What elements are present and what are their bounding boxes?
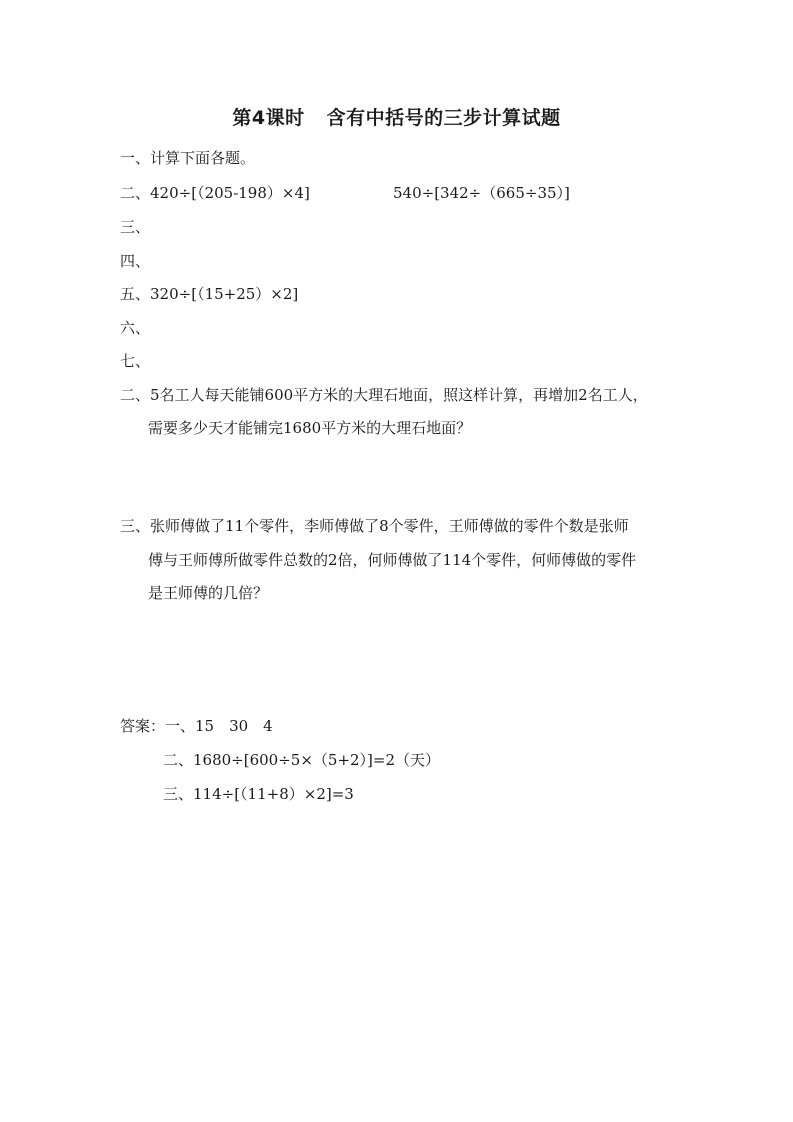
section1-heading: 一、计算下面各题。 bbox=[120, 149, 256, 167]
calc-line-label: 二、 bbox=[120, 184, 151, 202]
calc-line-label: 七、 bbox=[120, 352, 151, 370]
answer-line3: 三、114÷[（11+8）×2]=3 bbox=[163, 785, 354, 803]
calc-line-label: 六、 bbox=[120, 319, 151, 337]
calc-expression: 420÷[（205-198）×4] bbox=[150, 184, 310, 202]
calc-line-2 bbox=[120, 183, 310, 203]
lesson-topic: 含有中括号的三步计算试题 bbox=[326, 107, 561, 129]
calc-line-6 bbox=[120, 318, 150, 338]
calc-line-3 bbox=[120, 217, 150, 237]
problem3-line1: 三、张师傅做了11个零件，李师傅做了8个零件，王师傅做的零件个数是张师 bbox=[120, 517, 629, 535]
calc-line-label: 三、 bbox=[120, 218, 151, 236]
calc-line-4 bbox=[120, 251, 150, 271]
problem2-line1: 二、5名工人每天能铺600平方米的大理石地面，照这样计算，再增加2名工人， bbox=[120, 386, 648, 404]
calc-line-5 bbox=[120, 284, 298, 304]
lesson-number: 第4课时 bbox=[232, 107, 305, 129]
calc-expression: 320÷[（15+25）×2] bbox=[150, 285, 299, 303]
calc-line-label: 五、 bbox=[120, 285, 151, 303]
problem2-line2: 需要多少天才能铺完1680平方米的大理石地面？ bbox=[148, 419, 472, 437]
calc-line-7 bbox=[120, 351, 150, 371]
answer-line2: 二、1680÷[600÷5×（5+2）]=2（天） bbox=[163, 751, 441, 769]
problem3-line3: 是王师傅的几倍？ bbox=[148, 584, 269, 602]
calc-expression-right: 540÷[342÷（665÷35）] bbox=[393, 184, 570, 202]
calc-line-label: 四、 bbox=[120, 252, 151, 270]
answer-line1: 答案：一、15 30 4 bbox=[120, 717, 273, 735]
page-title bbox=[0, 103, 793, 130]
problem3-line2: 傅与王师傅所做零件总数的2倍，何师傅做了114个零件，何师傅做的零件 bbox=[148, 551, 637, 569]
